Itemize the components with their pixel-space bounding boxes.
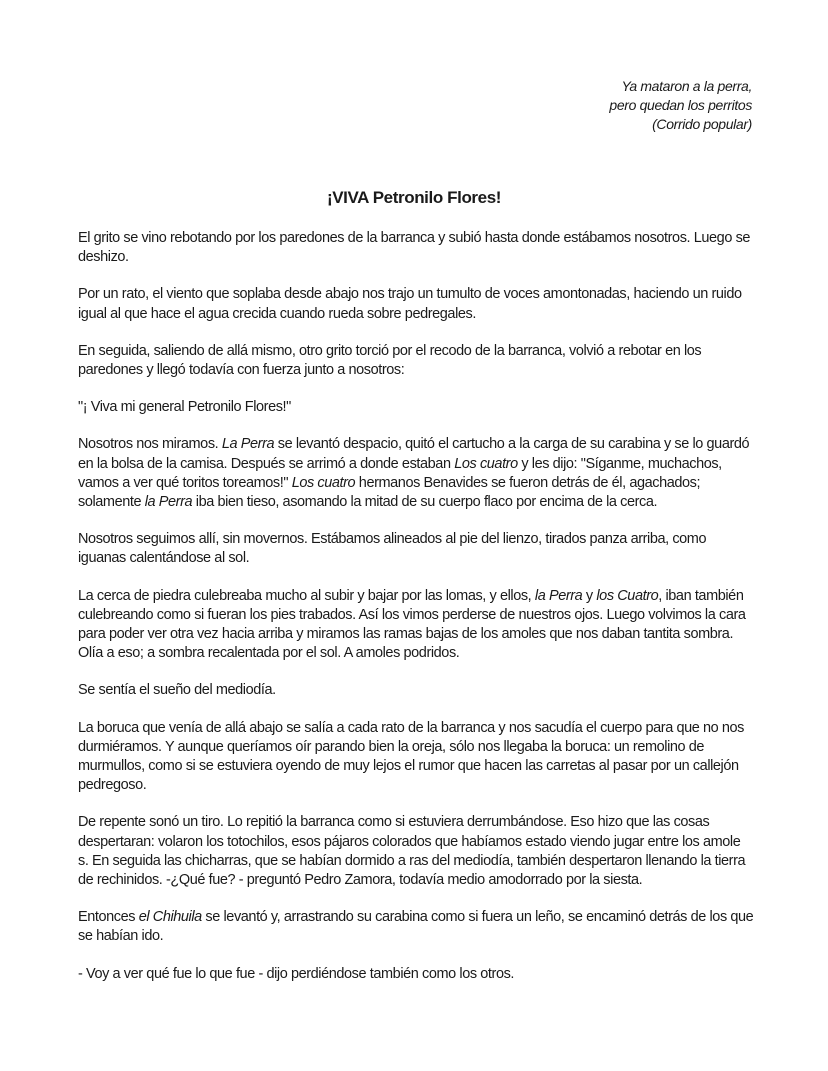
paragraph (78, 908, 754, 946)
italic-run: Los cuatro (291, 474, 356, 491)
italic-run: Los cuatro (454, 455, 518, 472)
story-body (78, 229, 754, 1002)
epigraph-attribution: (Corrido popular) (652, 116, 752, 132)
paragraph: "¡ Viva mi general Petronilo Flores!" (78, 399, 291, 416)
italic-run: los Cuatro (596, 587, 659, 604)
italic-run: la Perra (144, 494, 193, 511)
paragraph: Por un rato, el viento que soplaba desde abajo nos trajo un tumulto de voces amontonadas, haciendo un ruido igual al que hace el agua crecida cuando rueda sobre pedregales. (78, 286, 742, 322)
paragraph: La boruca que venía de allá abajo se salía a cada rato de la barranca y nos sacudía el cuerpo para que no nos durmiéramos. Y aunque queríamos oír parando bien la oreja, sólo nos llegaba la boruca: un remolino de murmullos, como si se estuviera oyendo de muy lejos el rumor que hacen las carretas al pasar por un callejón pedregoso. (78, 719, 745, 794)
italic-run: La Perra (221, 436, 275, 453)
text-run: iba bien tieso, asomando la mitad de su cuerpo flaco por encima de la cerca. (192, 494, 658, 511)
text-run: se levantó y, arrastrando su carabina como si fuera un leño, se encaminó detrás de los que se habían ido. (78, 909, 754, 945)
epigraph-line: Ya mataron a la perra, (621, 78, 752, 94)
text-run: y (582, 587, 597, 604)
text-run: y les dijo: "Síganme, muchachos, vamos a ver qué toritos toreamos!" (78, 455, 722, 491)
epigraph (609, 77, 752, 134)
paragraph: - Voy a ver qué fue lo que fue - dijo perdiéndose también como los otros. (78, 965, 515, 982)
italic-run: la Perra (534, 587, 583, 604)
story-title: ¡VIVA Petronilo Flores! (326, 188, 502, 207)
paragraph: De repente sonó un tiro. Lo repitió la barranca como si estuviera derrumbándose. Eso hizo que las cosas despertaran: volaron los totochilos, esos pájaros colorados que habíamos estado viendo jugar entre los amole s. En seguida las chicharras, que se habían dormido a ras del mediodía, también despertaron llenando la tierra de rechinidos. -¿Qué fue? - preguntó Pedro Zamora, todavía medio amodorrado por la siesta. (78, 814, 746, 889)
italic-run: el Chihuila (138, 909, 202, 926)
paragraph (78, 587, 754, 664)
text-run: Entonces (78, 909, 139, 926)
paragraph: En seguida, saliendo de allá mismo, otro grito torció por el recodo de la barranca, volvió a rebotar en los paredones y llegó todavía con fuerza junto a nosotros: (78, 342, 702, 379)
text-run: hermanos Benavides se fueron detrás de él, agachados; solamente (78, 474, 701, 511)
text-run: , iban también culebreando como si fueran los pies trabados. Así los vimos perderse de nuestros ojos. Luego volvimos la cara para poder ver otra vez hacia arriba y miramos las ramas bajas de los amoles que nos daban tantita sombra. Olía a eso; a sombra recalentada por el sol. A amoles podridos. (78, 587, 746, 662)
paragraph: El grito se vino rebotando por los paredones de la barranca y subió hasta donde estábamos nosotros. Luego se deshizo. (78, 230, 751, 266)
paragraph (78, 435, 754, 512)
epigraph-line: pero quedan los perritos (609, 97, 752, 113)
paragraph: Nosotros seguimos allí, sin movernos. Estábamos alineados al pie del lienzo, tirados panza arriba, como iguanas calentándose al sol. (78, 531, 707, 567)
paragraph: Se sentía el sueño del mediodía. (78, 682, 276, 699)
text-run: Nosotros nos miramos. (78, 436, 222, 453)
text-run: La cerca de piedra culebreaba mucho al subir y bajar por las lomas, y ellos, (78, 587, 535, 604)
text-run: se levantó despacio, quitó el cartucho a la carga de su carabina y se lo guardó en la bolsa de la camisa. Después se arrimó a donde estaban (78, 436, 750, 472)
